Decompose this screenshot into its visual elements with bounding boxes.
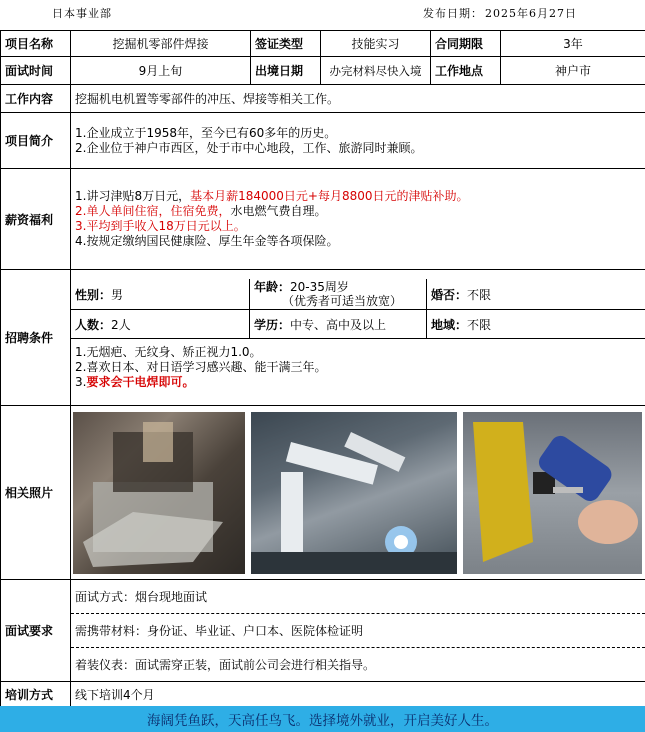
work-location-label: 工作地点 [431, 57, 501, 85]
conditions-row-2 [71, 310, 645, 339]
photos-cell [71, 406, 645, 580]
interview-requirements-value [71, 580, 645, 682]
requirement-number: 3. [75, 375, 87, 389]
publish-date-value: 2025年6月27日 [485, 7, 577, 20]
header-bar [0, 0, 645, 26]
conditions-row-1 [71, 279, 645, 310]
work-location-value: 神户市 [501, 57, 645, 85]
salary-benefits-label: 薪资福利 [1, 169, 71, 270]
region-label: 地域： [431, 317, 468, 332]
headcount-label: 人数： [75, 317, 112, 332]
education-field [250, 310, 427, 338]
requirement-item: 1.无烟疤、无纹身、矫正视力1.0。 [75, 345, 262, 359]
work-content-label: 工作内容 [1, 85, 71, 113]
contract-term-label: 合同期限 [431, 31, 501, 57]
education-value: 中专、高中及以上 [290, 317, 387, 332]
departure-date-label: 出境日期 [251, 57, 321, 85]
departure-date-value: 办完材料尽快入境 [321, 57, 431, 85]
marriage-value: 不限 [467, 287, 492, 302]
photos-label: 相关照片 [1, 406, 71, 580]
project-intro-value [71, 113, 645, 169]
visa-type-label: 签证类型 [251, 31, 321, 57]
contract-term-value: 3年 [501, 31, 645, 57]
recruit-conditions-value [71, 270, 645, 406]
salary-line-2-highlight: 2.单人单间住宿，住宿免费， [75, 204, 231, 218]
visa-type-value: 技能实习 [321, 31, 431, 57]
publish-date-label: 发布日期： [423, 7, 483, 20]
intro-line: 2.企业位于神户市西区，处于市中心地段，工作、旅游同时兼顾。 [75, 140, 423, 155]
gender-field [71, 279, 250, 309]
training-method-label: 培训方式 [1, 682, 71, 708]
photo-stamping-machine [73, 412, 245, 574]
gender-value: 男 [111, 287, 124, 302]
publish-date [423, 5, 579, 21]
education-label: 学历： [254, 317, 291, 332]
interview-time-label: 面试时间 [1, 57, 71, 85]
headcount-field [71, 310, 250, 338]
project-name-label: 项目名称 [1, 31, 71, 57]
salary-line-3: 3.平均到手收入18万日元以上。 [75, 219, 246, 233]
requirements-list [71, 339, 645, 396]
age-field [250, 279, 427, 309]
photo-welding-robot [251, 412, 457, 574]
region-value: 不限 [467, 317, 492, 332]
project-intro-label: 项目简介 [1, 113, 71, 169]
region-field [427, 310, 645, 338]
job-info-table [0, 30, 645, 708]
footer-slogan: 海阔凭鱼跃，天高任鸟飞。选择境外就业，开启美好人生。 [0, 706, 645, 732]
department-name: 日本事业部 [52, 7, 112, 20]
intro-line: 1.企业成立于1958年，至今已有60多年的历史。 [75, 125, 337, 140]
requirement-item [75, 375, 641, 390]
salary-line-2-text: 水电燃气费自理。 [230, 204, 327, 218]
interview-method: 面试方式：烟台现地面试 [75, 590, 208, 604]
age-note: （优秀者可适当放宽） [282, 294, 403, 308]
work-content-value: 挖掘机电机置等零部件的冲压、焊接等相关工作。 [71, 85, 645, 113]
interview-time-value: 9月上旬 [71, 57, 251, 85]
requirement-highlight: 要求会干电焊即可。 [86, 375, 195, 389]
age-value: 20-35周岁 [290, 280, 349, 294]
interview-materials: 需携带材料：身份证、毕业证、户口本、医院体检证明 [71, 613, 645, 647]
age-label: 年龄： [254, 280, 291, 294]
salary-line-1-text: 1.讲习津贴8万日元， [75, 189, 191, 203]
photo-strip [71, 408, 645, 578]
marriage-label: 婚否： [431, 287, 468, 302]
interview-dress: 着装仪表：面试需穿正装，面试前公司会进行相关指导。 [71, 647, 645, 681]
recruit-conditions-label: 招聘条件 [1, 270, 71, 406]
salary-line-1 [75, 189, 641, 204]
salary-line-1-highlight: 基本月薪184000日元+每月8800日元的津贴补助。 [190, 189, 469, 203]
training-method-value: 线下培训4个月 [71, 682, 645, 708]
gender-label: 性别： [75, 287, 112, 302]
project-name-value: 挖掘机零部件焊接 [71, 31, 251, 57]
salary-line-4: 4.按规定缴纳国民健康险、厚生年金等各项保险。 [75, 234, 339, 248]
salary-line-2 [75, 204, 641, 219]
requirement-item: 2.喜欢日本、对日语学习感兴趣、能干满三年。 [75, 360, 327, 374]
marriage-field [427, 279, 645, 309]
headcount-value: 2人 [111, 317, 131, 332]
photo-drill-assembly [463, 412, 642, 574]
interview-requirements-label: 面试要求 [1, 580, 71, 682]
salary-benefits-value [71, 169, 645, 270]
